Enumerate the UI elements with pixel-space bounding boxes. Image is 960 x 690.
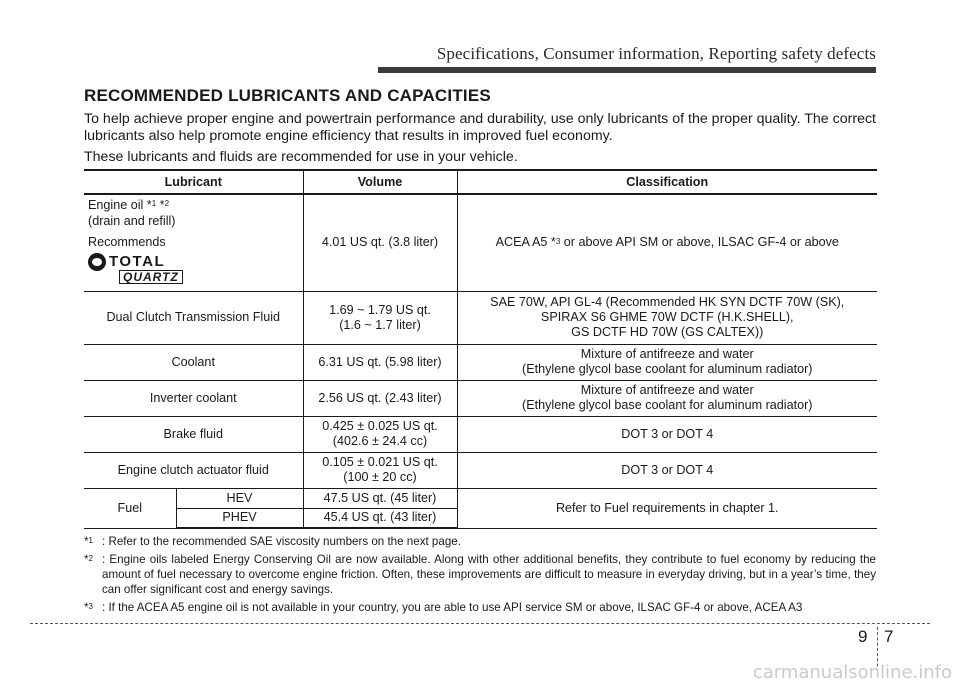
coolant-classification: Mixture of antifreeze and water (Ethylene glycol base coolant for aluminum radiator) xyxy=(457,344,877,380)
table-row-brake-fluid xyxy=(84,416,877,452)
intro-paragraph-2: These lubricants and fluids are recommended for use in your vehicle. xyxy=(84,149,518,165)
header-lubricant: Lubricant xyxy=(84,170,303,194)
fuel-hev: HEV xyxy=(176,488,303,508)
watermark: carmanualsonline.info xyxy=(752,662,952,683)
brake-classification: DOT 3 or DOT 4 xyxy=(457,416,877,452)
page-number: 7 xyxy=(884,627,894,646)
footnote: *$^1$ : Refer to the recommended SAE viscosity numbers on the next page. xyxy=(84,535,461,548)
inverter-label: Inverter coolant xyxy=(84,380,303,416)
header-volume: Volume xyxy=(303,170,457,194)
fuel-label: Fuel xyxy=(84,488,176,528)
dct-volume: 1.69 ~ 1.79 US qt. (1.6 ~ 1.7 liter) xyxy=(303,291,457,344)
engine-oil-volume: 4.01 US qt. (3.8 liter) xyxy=(303,194,457,291)
header-bar xyxy=(378,67,876,73)
fuel-phev: PHEV xyxy=(176,508,303,528)
fuel-hev-volume: 47.5 US qt. (45 liter) xyxy=(303,488,457,508)
section-header: Specifications, Consumer information, Reporting safety defects xyxy=(436,44,876,63)
footnote: *$^3$ : If the ACEA A5 engine oil is not available in your country, you are able to use API service SM or above, ILSAC GF-4 or above, ACEA A3 xyxy=(84,601,803,614)
clutch-label: Engine clutch actuator fluid xyxy=(84,452,303,488)
table-row-coolant xyxy=(84,344,877,380)
total-quartz-logo xyxy=(88,253,299,285)
brake-label: Brake fluid xyxy=(84,416,303,452)
table-row-fuel-hev xyxy=(84,488,877,508)
table-row-inverter-coolant xyxy=(84,380,877,416)
footnote: *$^2$ : Engine oils labeled Energy Conserving Oil are now available. Along with other additional benefits, they contribute to fuel economy by reducing the amount of fuel necessary to overcome engine friction. Often, these improvements are difficult to measure in everyday driving, but in a year’s time, they can offer significant cost and energy savings. xyxy=(84,553,876,596)
page-title: RECOMMENDED LUBRICANTS AND CAPACITIES xyxy=(84,86,491,105)
header-classification: Classification xyxy=(457,170,877,194)
lubricants-table xyxy=(84,169,877,529)
inverter-volume: 2.56 US qt. (2.43 liter) xyxy=(303,380,457,416)
footnotes xyxy=(84,534,876,618)
brake-volume: 0.425 ± 0.025 US qt. (402.6 ± 24.4 cc) xyxy=(303,416,457,452)
total-logo-icon xyxy=(88,253,106,271)
engine-oil-cell: Engine oil *$^1$ *$^2$ (drain and refill) Recommends TOTAL QUARTZ xyxy=(84,194,303,291)
coolant-volume: 6.31 US qt. (5.98 liter) xyxy=(303,344,457,380)
table-row-dct xyxy=(84,291,877,344)
table-row-engine-oil xyxy=(84,194,877,291)
clutch-volume: 0.105 ± 0.021 US qt. (100 ± 20 cc) xyxy=(303,452,457,488)
table-row-clutch-fluid xyxy=(84,452,877,488)
engine-oil-classification: ACEA A5 *$^3$ or above API SM or above, ILSAC GF-4 or above xyxy=(457,194,877,291)
table-header-row xyxy=(84,170,877,194)
logo-total: TOTAL xyxy=(109,253,166,270)
intro-paragraph: To help achieve proper engine and powertrain performance and durability, use only lubricants of the proper quality. The correct lubricants also help promote engine efficiency that results in improved fuel economy. xyxy=(84,111,876,144)
clutch-classification: DOT 3 or DOT 4 xyxy=(457,452,877,488)
logo-quartz: QUARTZ xyxy=(119,270,183,284)
chapter-number: 9 xyxy=(858,627,868,646)
coolant-label: Coolant xyxy=(84,344,303,380)
inverter-classification: Mixture of antifreeze and water (Ethylene glycol base coolant for aluminum radiator) xyxy=(457,380,877,416)
fuel-phev-volume: 45.4 US qt. (43 liter) xyxy=(303,508,457,528)
dct-label: Dual Clutch Transmission Fluid xyxy=(84,291,303,344)
dct-classification: SAE 70W, API GL-4 (Recommended HK SYN DCTF 70W (SK), SPIRAX S6 GHME 70W DCTF (H.K.SHELL), GS DCTF HD 70W (GS CALTEX)) xyxy=(457,291,877,344)
fuel-classification: Refer to Fuel requirements in chapter 1. xyxy=(457,488,877,528)
footer-divider xyxy=(30,623,930,624)
